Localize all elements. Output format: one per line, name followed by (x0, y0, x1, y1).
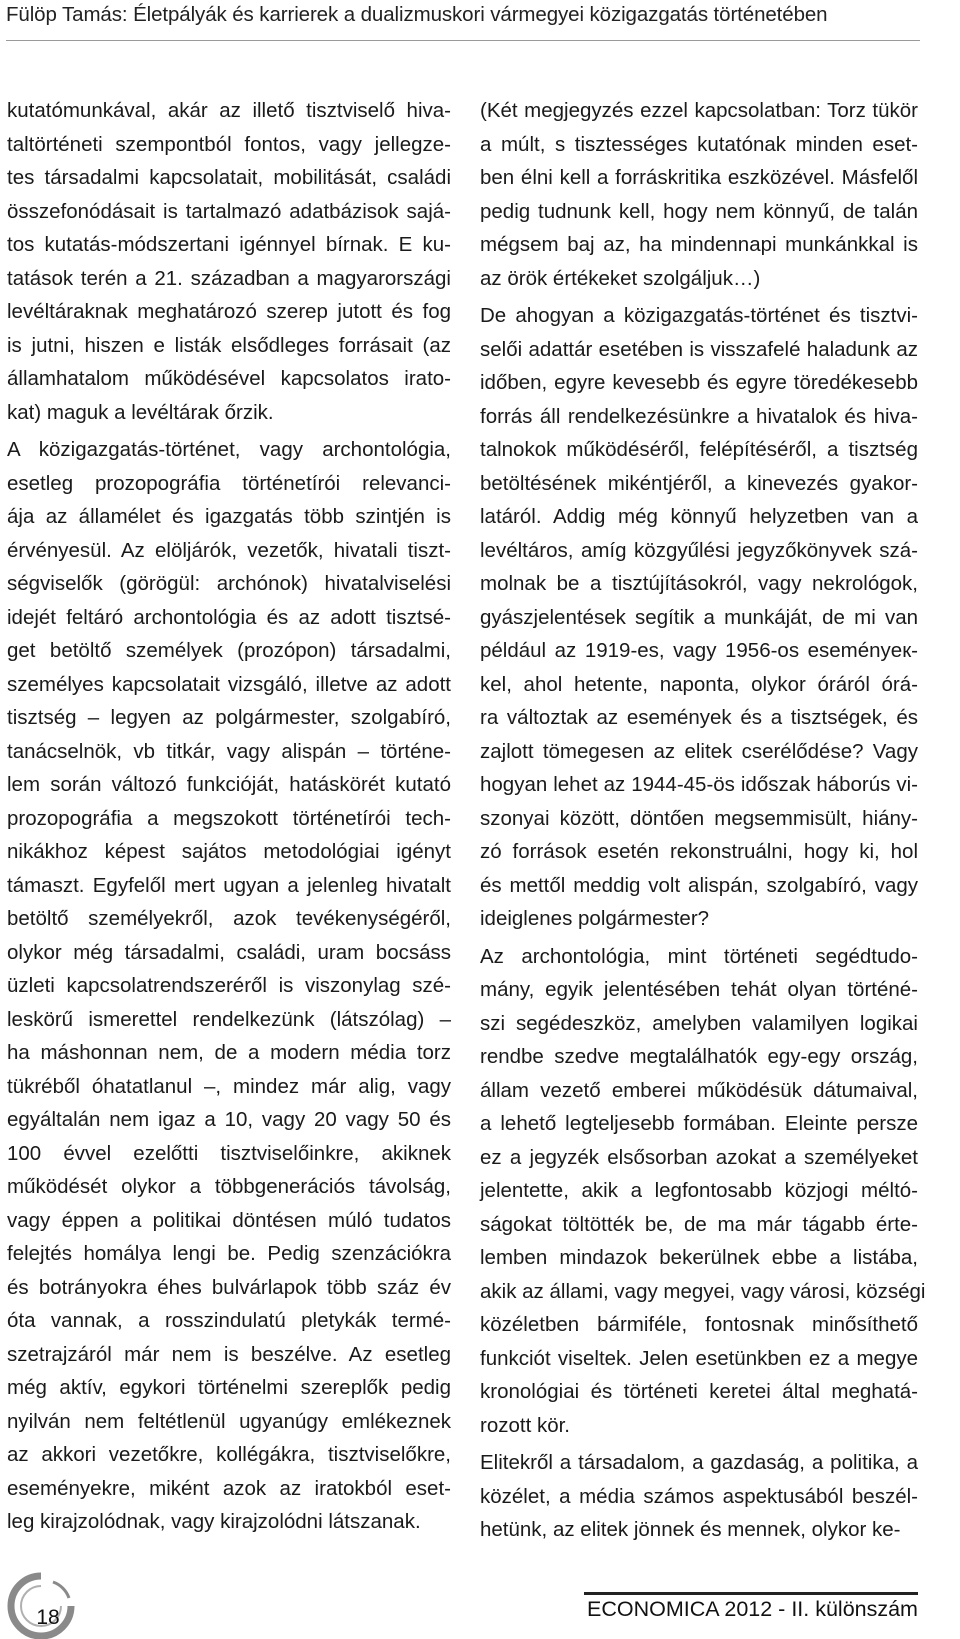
text-line: tatások terén a 21. században a magyarországi (7, 266, 451, 290)
text-line: levéltáraknak meghatározó szerep jutott és fog (7, 300, 451, 323)
text-line: hetünk, az elitek jönnek és mennek, olykor ke- (480, 1518, 901, 1541)
text-line: rozott kör. (480, 1413, 571, 1437)
text-line: tes társadalmi kapcsolatait, mobilitását, családi (7, 166, 451, 189)
text-line: ez a jegyzék elsősorban azokat a személyeket (480, 1145, 918, 1169)
text-line: rendbe szedve megtalálhatók egy-egy ország, (480, 1045, 918, 1068)
text-line: óta vannak, a rosszindulatú pletykák termé- (7, 1309, 451, 1332)
footer-divider (584, 1592, 918, 1595)
text-line: is jutni, hiszen e listák elsődleges forrásait (az (7, 333, 451, 357)
text-line: még aktív, egykori történelmi szereplők pedig (7, 1376, 451, 1399)
text-line: a lehető legteljesebb formában. Eleinte persze (480, 1112, 918, 1135)
text-line: tisztség – legyen az polgármester, szolgabíró, (7, 706, 451, 729)
text-line: kutatómunkával, akár az illető tisztviselő hiva- (7, 99, 451, 122)
text-line: betöltő személyekről, azok tevékenységéről, (7, 907, 451, 930)
text-line: Elitekről a társadalom, a gazdaság, a politika, a (480, 1451, 918, 1474)
text-line: ája az államélet és igazgatás több szintjén is (7, 505, 451, 528)
text-line: ságokat töltötték be, de ma már tágabb érte- (480, 1212, 918, 1236)
text-line: (Két megjegyzés ezzel kapcsolatban: Torz tükör (480, 99, 918, 122)
text-line: pedig tudnunk kell, hogy nem könnyű, de talán (480, 199, 918, 223)
text-line: nikákhoz képest sajátos metodológiai igényt (7, 840, 451, 863)
text-line: De ahogyan a közigazgatás-történet és tisztvi- (480, 304, 918, 327)
page-number: 18 (36, 1606, 60, 1629)
text-line: kronológiai és történeti keretei által meghatá- (480, 1380, 918, 1403)
text-line: eseményekre, miként azok az iratokból eset- (7, 1476, 451, 1500)
header-divider (6, 40, 920, 41)
text-line: nyilván nem feltétlenül ugyanúgy emlékeznek (7, 1409, 451, 1433)
text-line: zó források esetén rekonstruálni, hogy ki, hol (480, 840, 918, 863)
running-title: Fülöp Tamás: Életpályák és karrierek a dualizmuskori vármegyei közigazgatás történetében (6, 3, 828, 26)
text-line: lemben mindazok bekerülnek ebbe a listába, (480, 1246, 918, 1269)
text-line: ségviselők (görögül: archónok) hivatalviselési (7, 572, 451, 595)
text-line: prozopográfia a megszokott történetírói tech- (7, 806, 451, 830)
text-line: A közigazgatás-történet, vagy archontológia, (7, 438, 451, 461)
text-line: mány, egyik jelentésében tehát olyan történé- (480, 978, 918, 1001)
text-line: gyászjelentések segítik a munkáját, de mi van (480, 605, 918, 629)
text-line: vagy éppen a politikai döntésen múló tudatos (7, 1208, 451, 1232)
text-line: érvényesül. Az elöljárók, vezetők, hivatali tiszt- (7, 538, 451, 562)
text-line: üzleti kapcsolatrendszeréről is viszonylag szé- (7, 974, 451, 997)
text-line: talnokok működéséről, felépítéséről, a tisztség (480, 438, 918, 461)
text-line: mégsem baj az, ha mindennapi munkánkkal is (480, 233, 918, 256)
text-line: közélet, a média számos aspektusából beszél- (480, 1484, 918, 1508)
text-line: például az 1919-es, vagy 1956-os eseményeк- (480, 639, 918, 662)
text-line: idejét feltáró archontológia és az adott tisztsé- (7, 605, 451, 629)
text-line: jelentette, akik a legfontosabb közjogi méltó- (480, 1179, 918, 1202)
text-line: ha máshonnan nem, de a modern média torz (7, 1041, 451, 1064)
right-text-column (480, 94, 926, 1547)
text-line: államhatalom működésével kapcsolatos irato- (7, 367, 451, 390)
text-line: forrás áll rendelkezésünkre a hivatalok és hiva- (480, 404, 918, 428)
text-line: 100 évvel ezelőtti tisztviselőinkre, akiknek (7, 1141, 451, 1165)
text-line: tükréből óhatatlanul –, mindez már alig, vagy (7, 1074, 451, 1098)
text-line: funkciót viseltek. Jelen esetünkben ez a megye (480, 1346, 918, 1370)
text-line: állam vezető emberei működésük dátumaival, (480, 1078, 918, 1102)
text-line: get betöltő személyek (prozópon) társadalmi, (7, 639, 451, 662)
text-line: leg kirajzolódnak, vagy kirajzolódni látszanak. (7, 1510, 421, 1533)
text-line: szonyai között, döntően megsemmisült, hiány- (480, 806, 918, 830)
text-line: akik az állami, vagy megyei, vagy városi, községi (480, 1279, 926, 1303)
text-line: működését olykor a többgenerációs távolság, (7, 1175, 451, 1198)
text-line: taltörténeti szempontból fontos, vagy jellegze- (7, 132, 451, 156)
journal-title: ECONOMICA 2012 - II. különszám (587, 1597, 918, 1621)
text-line: ideiglenes polgármester? (480, 907, 710, 930)
text-line: selői adattár esetében is visszafelé haladunk az (480, 337, 918, 361)
text-line: esetleg prozopográfia történetírói relevanci- (7, 471, 451, 495)
text-line: ra változtak az események és a tisztségek, és (480, 706, 918, 729)
text-line: lem során változó funkcióját, hatáskörét kutató (7, 773, 451, 796)
text-line: és mettől meddig volt alispán, szolgabíró, vagy (480, 873, 918, 897)
text-line: latáról. Addig még könnyű helyzetben van a (480, 505, 918, 528)
text-line: egyáltalán nem igaz a 10, vagy 20 vagy 50 és (7, 1108, 451, 1131)
text-line: olykor még társadalmi, családi, uram bocsáss (7, 940, 451, 964)
text-line: kat) maguk a levéltárak őrzik. (7, 400, 274, 424)
text-line: szetrajzáról már nem is beszélve. Az esetleg (7, 1342, 451, 1366)
text-line: ben élni kell a forráskritika eszközével. Másfelől (480, 166, 918, 189)
text-line: molnak be a tisztújításokról, vagy nekrológok, (480, 572, 918, 595)
text-line: felejtés homálya lengi be. Pedig szenzációkra (7, 1242, 451, 1265)
text-line: támaszt. Egyfelől mert ugyan a jelenleg hivatalt (7, 873, 451, 897)
text-line: hogyan lehet az 1944-45-ös időszak háborús vi- (480, 773, 918, 796)
text-line: időben, egyre kevesebb és egyre töredékesebb (480, 371, 918, 394)
left-text-column (7, 94, 451, 1539)
text-line: és botrányokra éhes bulvárlapok több száz év (7, 1275, 451, 1299)
text-line: Az archontológia, mint történeti segédtudo- (480, 944, 918, 968)
text-line: a múlt, s tisztességes kutatónak minden eset- (480, 132, 918, 156)
text-line: közéletben bármiféle, fontosnak minősíthető (480, 1313, 918, 1336)
text-line: zajlott tömegesen az elitek cserélődése? Vagy (480, 739, 918, 763)
text-line: összefonódásait is tartalmazó adatbázisok sajá- (7, 199, 451, 223)
text-line: az akkori vezetőkre, kollégákra, tisztviselőkre, (7, 1443, 451, 1466)
text-line: leskörű ismerettel rendelkezünk (látszólag) – (7, 1007, 451, 1031)
text-line: személyes kapcsolatait vizsgáló, illetve az adott (7, 672, 451, 696)
text-line: az örök értékeket szolgáljuk…) (480, 266, 761, 290)
text-line: betöltésének mikéntjéről, a kinevezés gyakor- (480, 471, 918, 495)
text-line: tos kutatás-módszertani igénnyel bírnak. E ku- (7, 233, 451, 256)
text-line: szi segédeszköz, amelyben valamilyen logikai (480, 1011, 918, 1035)
text-line: levéltáros, amíg közgyűlési jegyzőkönyvek szá- (480, 538, 918, 562)
text-line: kel, ahol hetente, naponta, olykor óráról órá- (480, 672, 918, 696)
text-line: tanácselnök, vb titkár, vagy alispán – történe- (7, 739, 451, 763)
